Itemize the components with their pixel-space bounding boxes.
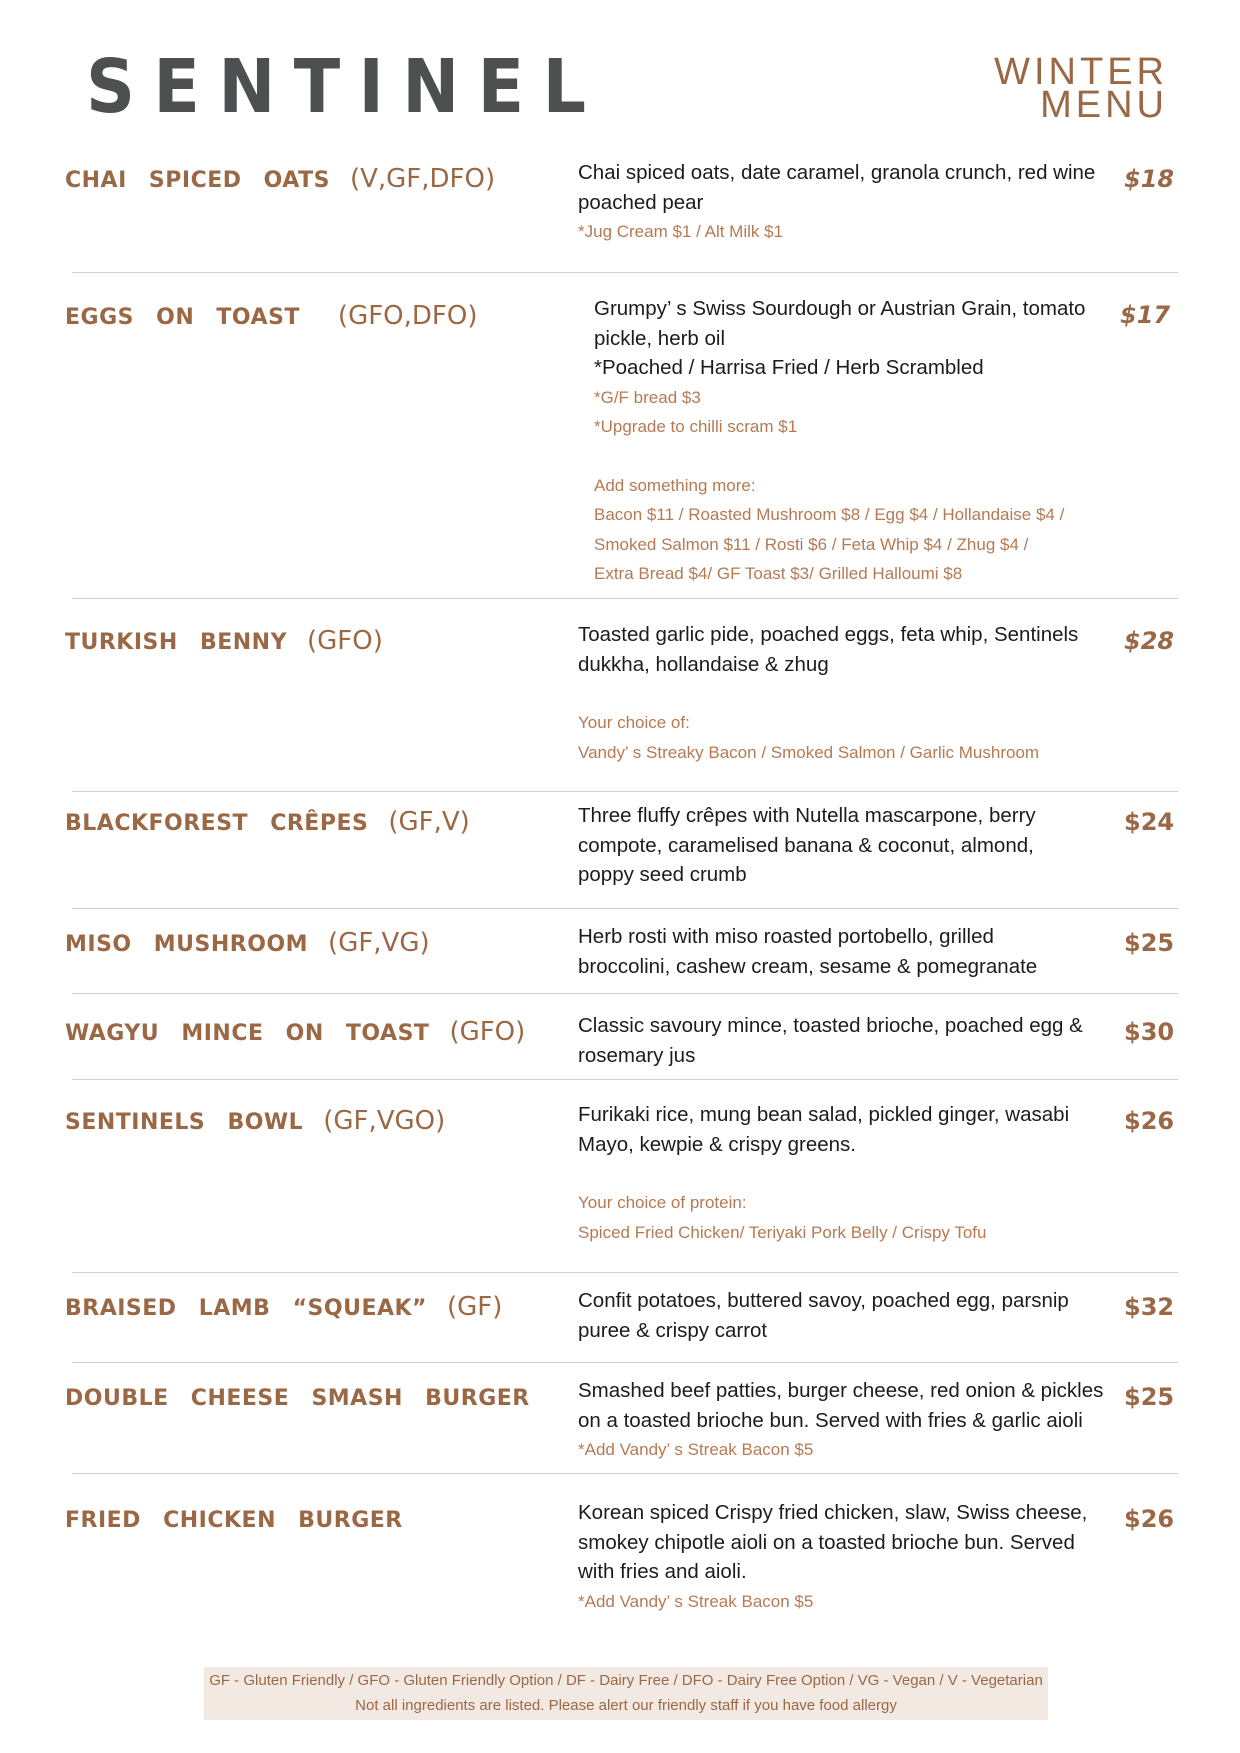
item-price: $17 bbox=[1120, 301, 1171, 329]
divider bbox=[72, 272, 1178, 273]
item-description: Furikaki rice, mung bean salad, pickled ginger, wasabi Mayo, kewpie & crispy greens. Your choice of protein: Spiced Fried Chicken/ Teriyaki Pork Belly / Crispy Tofu bbox=[578, 1100, 1113, 1247]
extras-line: Extra Bread $4/ GF Toast $3/ Grilled Halloumi $8 bbox=[594, 564, 963, 583]
item-note: *Upgrade to chilli scram $1 bbox=[594, 417, 798, 436]
item-name: DOUBLE CHEESE SMASH BURGER bbox=[65, 1386, 530, 1411]
item-description: Grumpy’ s Swiss Sourdough or Austrian Grain, tomato pickle, herb oil *Poached / Harrisa Fried / Herb Scrambled *G/F bread $3 *Upgrade to chilli scram $1 Add something more: Bacon $11 / Roasted Mushroom $8 / Egg $4 / Hollandaise $4 / Smoked Salmon $11 / Rosti $6 / Feta Whip $4 / Zhug $4 / Extra Bread $4/ GF Toast $3/ Grilled Halloumi $8 bbox=[594, 294, 1129, 589]
item-description: Korean spiced Crispy fried chicken, slaw, Swiss cheese, smokey chipotle aioli on a toasted brioche bun. Served with fries and aioli. *Add Vandy’ s Streak Bacon $5 bbox=[578, 1498, 1113, 1616]
divider bbox=[72, 908, 1178, 909]
allergy-notice: Not all ingredients are listed. Please alert our friendly staff if you have food allergy bbox=[355, 1697, 897, 1714]
item-note: *G/F bread $3 bbox=[594, 387, 701, 407]
item-description: Three fluffy crêpes with Nutella mascarpone, berry compote, caramelised banana & coconut, almond, poppy seed crumb bbox=[578, 804, 1036, 886]
item-name: SENTINELS BOWL (GF,VGO) bbox=[65, 1106, 446, 1136]
item-price: $30 bbox=[1124, 1018, 1175, 1046]
item-diet-tags: (GF,VGO) bbox=[323, 1106, 446, 1136]
item-name: TURKISH BENNY (GFO) bbox=[65, 626, 383, 656]
extras-line: Spiced Fried Chicken/ Teriyaki Pork Belly / Crispy Tofu bbox=[578, 1222, 987, 1242]
divider bbox=[72, 1079, 1178, 1080]
item-name: BLACKFOREST CRÊPES (GF,V) bbox=[65, 807, 470, 837]
item-price: $24 bbox=[1124, 808, 1175, 836]
item-price: $28 bbox=[1124, 627, 1175, 655]
item-price: $32 bbox=[1124, 1293, 1175, 1321]
divider bbox=[72, 1362, 1178, 1363]
divider bbox=[72, 1272, 1178, 1273]
item-diet-tags: (GF) bbox=[447, 1292, 503, 1322]
item-note: *Add Vandy’ s Streak Bacon $5 bbox=[578, 1440, 814, 1459]
item-diet-tags: (GFO,DFO) bbox=[337, 301, 478, 331]
divider bbox=[72, 598, 1178, 599]
item-price: $26 bbox=[1124, 1107, 1175, 1135]
menu-season-title bbox=[994, 51, 1168, 126]
extras-line: Smoked Salmon $11 / Rosti $6 / Feta Whip $4 / Zhug $4 / bbox=[594, 534, 1029, 554]
item-name: MISO MUSHROOM (GF,VG) bbox=[65, 928, 430, 958]
item-description: Classic savoury mince, toasted brioche, poached egg & rosemary jus bbox=[578, 1014, 1083, 1067]
divider bbox=[72, 993, 1178, 994]
item-name: BRAISED LAMB “SQUEAK” (GF) bbox=[65, 1292, 503, 1322]
legend-line: GF - Gluten Friendly / GFO - Gluten Friendly Option / DF - Dairy Free / DFO - Dairy Free Option / VG - Vegan / V - Vegetarian bbox=[209, 1672, 1043, 1689]
item-name: CHAI SPICED OATS (V,GF,DFO) bbox=[65, 164, 496, 194]
item-diet-tags: (V,GF,DFO) bbox=[349, 164, 496, 194]
item-name: EGGS ON TOAST (GFO,DFO) bbox=[65, 301, 478, 331]
item-price: $18 bbox=[1124, 165, 1175, 193]
brand-logo: SENTINEL bbox=[86, 44, 605, 130]
item-diet-tags: (GF,V) bbox=[388, 807, 470, 837]
item-note: *Add Vandy’ s Streak Bacon $5 bbox=[578, 1591, 814, 1611]
dietary-legend bbox=[204, 1667, 1048, 1720]
extras-heading: Your choice of protein: bbox=[578, 1193, 747, 1212]
extras-line: Bacon $11 / Roasted Mushroom $8 / Egg $4 / Hollandaise $4 / bbox=[594, 505, 1065, 524]
divider bbox=[72, 791, 1178, 792]
item-diet-tags: (GFO) bbox=[307, 626, 383, 656]
item-name: FRIED CHICKEN BURGER bbox=[65, 1508, 403, 1533]
item-description: Smashed beef patties, burger cheese, red onion & pickles on a toasted brioche bun. Served with fries & garlic aioli *Add Vandy’ s Streak Bacon $5 bbox=[578, 1376, 1113, 1465]
item-description: Chai spiced oats, date caramel, granola crunch, red wine poached pear *Jug Cream $1 / Alt Milk $1 bbox=[578, 158, 1113, 247]
item-note: *Jug Cream $1 / Alt Milk $1 bbox=[578, 222, 784, 241]
item-diet-tags: (GF,VG) bbox=[328, 928, 430, 958]
item-description: Toasted garlic pide, poached eggs, feta whip, Sentinels dukkha, hollandaise & zhug Your choice of: Vandy’ s Streaky Bacon / Smoked Salmon / Garlic Mushroom bbox=[578, 620, 1113, 767]
item-price: $25 bbox=[1124, 929, 1175, 957]
item-diet-tags: (GFO) bbox=[449, 1017, 526, 1047]
item-description: Confit potatoes, buttered savoy, poached egg, parsnip puree & crispy carrot bbox=[578, 1289, 1069, 1342]
item-name: WAGYU MINCE ON TOAST (GFO) bbox=[65, 1017, 526, 1047]
item-description: Herb rosti with miso roasted portobello, grilled broccolini, cashew cream, sesame & pomegranate bbox=[578, 925, 1038, 978]
extras-line: Vandy’ s Streaky Bacon / Smoked Salmon / Garlic Mushroom bbox=[578, 742, 1040, 762]
item-price: $26 bbox=[1124, 1505, 1175, 1533]
extras-heading: Add something more: bbox=[594, 475, 756, 495]
item-price: $25 bbox=[1124, 1383, 1175, 1411]
extras-heading: Your choice of: bbox=[578, 713, 690, 732]
divider bbox=[72, 1473, 1178, 1474]
season-line-2: MENU bbox=[1040, 84, 1168, 126]
season-line-1: WINTER bbox=[994, 51, 1168, 93]
